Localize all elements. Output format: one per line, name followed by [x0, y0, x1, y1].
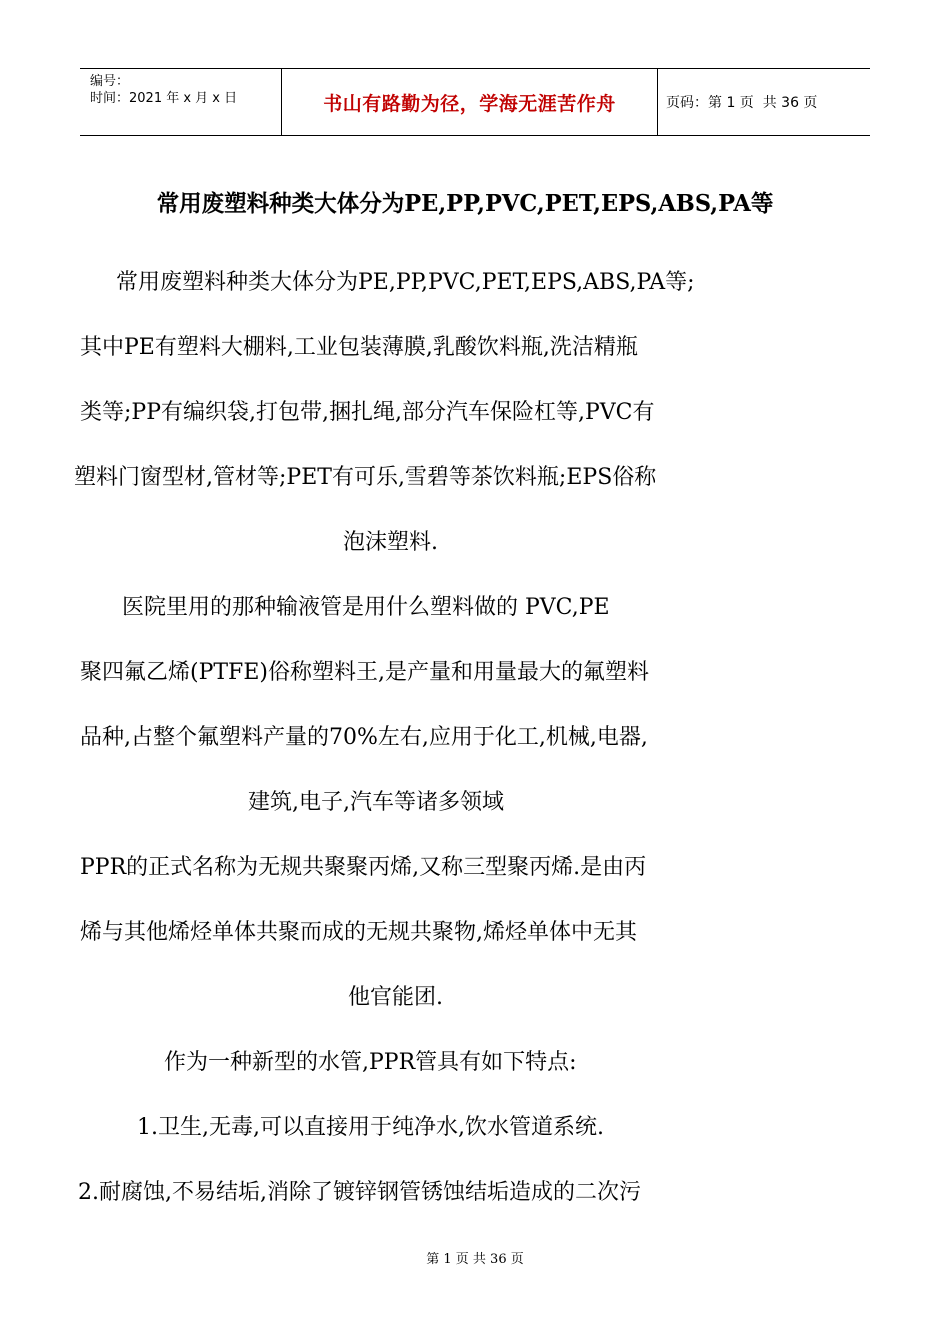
body-line: 医院里用的那种输液管是用什么塑料做的 PVC,PE	[122, 595, 610, 620]
body-line: 常用废塑料种类大体分为PE,PP,PVC,PET,EPS,ABS,PA等;	[116, 270, 695, 295]
body-line: 塑料门窗型材,管材等;PET有可乐,雪碧等茶饮料瓶;EPS俗称	[74, 465, 657, 490]
body-line: 作为一种新型的水管,PPR管具有如下特点:	[164, 1050, 577, 1075]
body-line: 2.耐腐蚀,不易结垢,消除了镀锌钢管锈蚀结垢造成的二次污	[78, 1180, 641, 1205]
body-line: 建筑,电子,汽车等诸多领域	[248, 790, 504, 815]
body-line: 类等;PP有编织袋,打包带,捆扎绳,部分汽车保险杠等,PVC有	[80, 400, 655, 425]
header-motto: 书山有路勤为径，学海无涯苦作舟	[323, 92, 616, 115]
body-line: 聚四氟乙烯(PTFE)俗称塑料王,是产量和用量最大的氟塑料	[80, 660, 649, 685]
header-motto-cell	[282, 69, 658, 135]
body-line: 1.卫生,无毒,可以直接用于纯净水,饮水管道系统.	[137, 1115, 604, 1140]
body-line: 品种,占整个氟塑料产量的70%左右,应用于化工,机械,电器,	[80, 725, 648, 750]
page-footer: 第 1 页 共 36 页	[426, 1252, 524, 1267]
document-number-label: 编号：	[90, 74, 130, 89]
page-header	[80, 68, 870, 136]
header-page-info: 页码：第 1 页 共 36 页	[666, 95, 818, 111]
header-meta	[80, 69, 282, 135]
document-date: 时间：2021 年 x 月 x 日	[90, 91, 238, 106]
body-line: 泡沫塑料.	[343, 530, 438, 555]
document-title: 常用废塑料种类大体分为PE,PP,PVC,PET,EPS,ABS,PA等	[156, 190, 774, 217]
body-line: PPR的正式名称为无规共聚聚丙烯,又称三型聚丙烯.是由丙	[80, 855, 647, 880]
body-line: 他官能团.	[348, 985, 443, 1010]
body-line: 其中PE有塑料大棚料,工业包装薄膜,乳酸饮料瓶,洗洁精瓶	[80, 335, 638, 360]
body-line: 烯与其他烯烃单体共聚而成的无规共聚物,烯烃单体中无其	[80, 920, 637, 945]
header-page-info-cell	[658, 69, 870, 135]
